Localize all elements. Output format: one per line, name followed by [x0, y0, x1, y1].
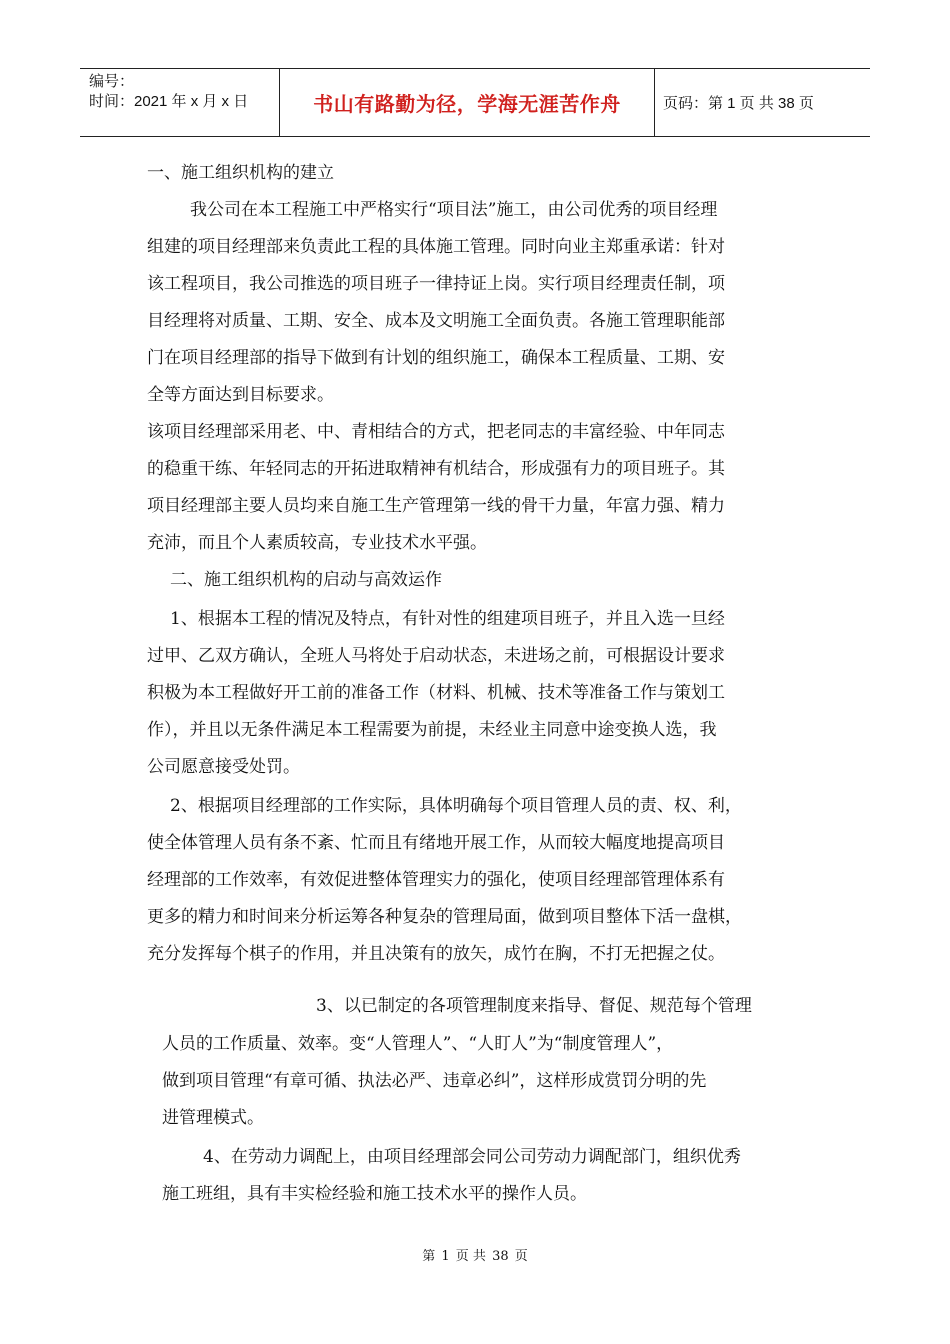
header-meta [80, 69, 280, 136]
body-line: 1、根据本工程的情况及特点，有针对性的组建项目班子，并且入选一旦经 [170, 609, 725, 629]
body-line: 施工班组，具有丰实检经验和施工技术水平的操作人员。 [162, 1184, 587, 1204]
header-page-label: 页码：第 1 页 共 38 页 [663, 95, 814, 112]
section-heading-1: 一、施工组织机构的建立 [147, 163, 334, 183]
body-line: 更多的精力和时间来分析运筹各种复杂的管理局面，做到项目整体下活一盘棋， [147, 907, 742, 927]
page-footer [0, 1249, 950, 1265]
body-line: 3、以已制定的各项管理制度来指导、督促、规范每个管理 [316, 996, 752, 1016]
body-line: 我公司在本工程施工中严格实行“项目法”施工，由公司优秀的项目经理 [190, 200, 718, 220]
footer-mid: 页 共 [455, 1249, 486, 1264]
document-date-label: 时间：2021 年 x 月 x 日 [89, 93, 249, 110]
page-header [80, 68, 870, 137]
body-line: 使全体管理人员有条不紊、忙而且有绪地开展工作，从而较大幅度地提高项目 [147, 833, 725, 853]
body-line: 过甲、乙双方确认，全班人马将处于启动状态，未进场之前，可根据设计要求 [147, 646, 725, 666]
body-line: 积极为本工程做好开工前的准备工作（材料、机械、技术等准备工作与策划工 [147, 683, 725, 703]
body-line: 人员的工作质量、效率。变“人管理人”、“人盯人”为“制度管理人”， [162, 1034, 674, 1054]
body-line: 经理部的工作效率，有效促进整体管理实力的强化，使项目经理部管理体系有 [147, 870, 725, 890]
body-line: 充分发挥每个棋子的作用，并且决策有的放矢，成竹在胸，不打无把握之仗。 [147, 944, 725, 964]
header-motto-cell [280, 69, 655, 136]
body-line: 该项目经理部采用老、中、青相结合的方式，把老同志的丰富经验、中年同志 [147, 422, 725, 442]
footer-current-page: 1 [441, 1249, 450, 1264]
body-line: 目经理将对质量、工期、安全、成本及文明施工全面负责。各施工管理职能部 [147, 311, 725, 331]
body-line: 的稳重干练、年轻同志的开拓进取精神有机结合，形成强有力的项目班子。其 [147, 459, 725, 479]
header-page-info [655, 69, 870, 136]
body-line: 2、根据项目经理部的工作实际，具体明确每个项目管理人员的责、权、利， [170, 796, 742, 816]
body-line: 该工程项目，我公司推选的项目班子一律持证上岗。实行项目经理责任制，项 [147, 274, 725, 294]
footer-suffix: 页 [514, 1249, 528, 1264]
document-number-label: 编号： [89, 73, 135, 90]
footer-total-pages: 38 [492, 1249, 509, 1264]
body-line: 公司愿意接受处罚。 [147, 757, 300, 777]
body-line: 做到项目管理“有章可循、执法必严、违章必纠”，这样形成赏罚分明的先 [162, 1071, 707, 1091]
body-line: 组建的项目经理部来负责此工程的具体施工管理。同时向业主郑重承诺：针对 [147, 237, 725, 257]
body-line: 进管理模式。 [162, 1108, 264, 1128]
header-motto: 书山有路勤为径，学海无涯苦作舟 [313, 92, 621, 116]
body-line: 门在项目经理部的指导下做到有计划的组织施工，确保本工程质量、工期、安 [147, 348, 725, 368]
body-line: 项目经理部主要人员均来自施工生产管理第一线的骨干力量，年富力强、精力 [147, 496, 725, 516]
body-line: 4、在劳动力调配上，由项目经理部会同公司劳动力调配部门，组织优秀 [203, 1147, 741, 1167]
footer-prefix: 第 [422, 1249, 436, 1264]
body-line: 作），并且以无条件满足本工程需要为前提，未经业主同意中途变换人选，我 [147, 720, 717, 740]
body-line: 全等方面达到目标要求。 [147, 385, 334, 405]
section-heading-2: 二、施工组织机构的启动与高效运作 [170, 570, 442, 590]
body-line: 充沛，而且个人素质较高，专业技术水平强。 [147, 533, 487, 553]
